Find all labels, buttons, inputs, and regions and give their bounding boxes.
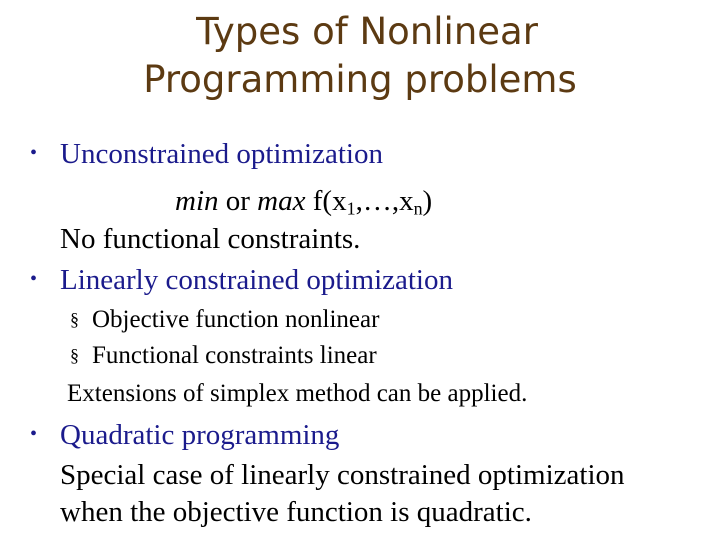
formula-or: or <box>218 185 258 217</box>
bullet-1-heading: Unconstrained optimization <box>60 138 383 170</box>
bullet-2-note: Extensions of simplex method can be applied. <box>67 380 528 407</box>
formula-mid: ,…,x <box>355 185 414 217</box>
bullet-1-note: No functional constraints. <box>60 223 361 255</box>
bullet-2-sub-item: Functional constraints linear <box>92 342 377 369</box>
slide-title-line-1: Types of Nonlinear <box>196 10 538 53</box>
slide-title <box>0 8 720 104</box>
formula-subscript-1: 1 <box>346 198 356 219</box>
section-icon: § <box>70 345 79 365</box>
bullet-2-heading: Linearly constrained optimization <box>60 264 453 296</box>
bullet-icon: • <box>30 142 38 164</box>
bullet-1-formula <box>175 184 432 218</box>
bullet-icon: • <box>30 268 38 290</box>
formula-f: f(x <box>305 185 347 217</box>
formula-close: ) <box>422 185 433 217</box>
bullet-3-line-1: Special case of linearly constrained optimization <box>60 459 625 491</box>
bullet-3-line-2: when the objective function is quadratic. <box>60 496 532 528</box>
formula-min: min <box>175 185 219 217</box>
bullet-2-sub-item: Objective function nonlinear <box>92 306 380 333</box>
formula-subscript-n: n <box>413 198 423 219</box>
formula-max: max <box>257 185 306 217</box>
slide-title-line-2: Programming problems <box>143 58 577 101</box>
section-icon: § <box>70 309 79 329</box>
bullet-icon: • <box>30 423 38 445</box>
bullet-3-heading: Quadratic programming <box>60 419 340 451</box>
